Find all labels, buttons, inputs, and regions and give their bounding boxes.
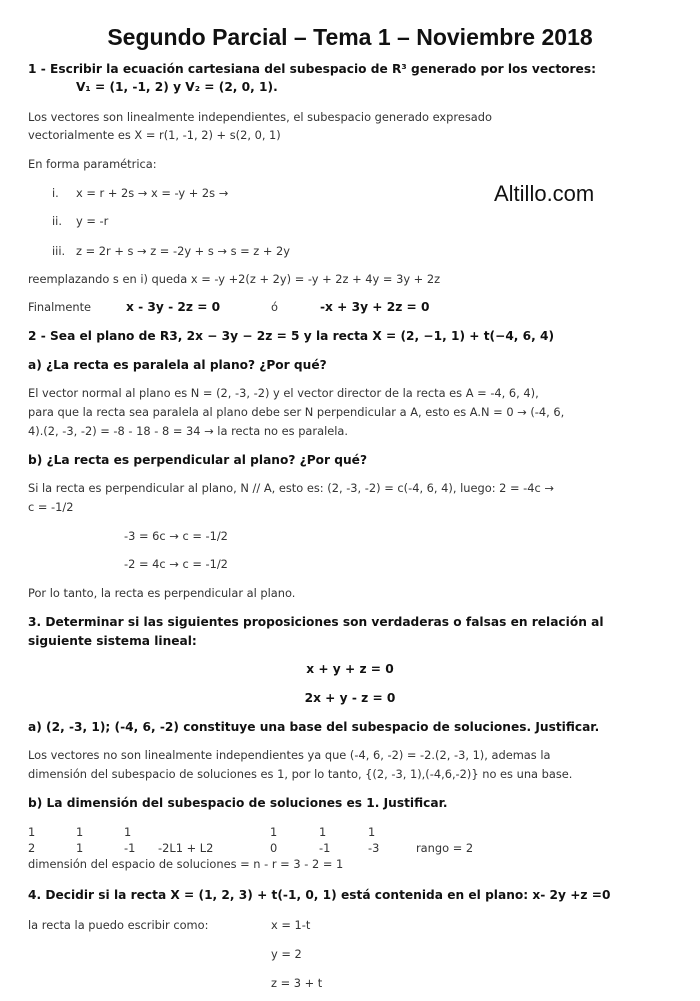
q1-final-label: Finalmente (28, 300, 92, 314)
matrix1-cell: 2 (28, 841, 36, 855)
q1-item-i-text: x = r + 2s → x = -y + 2s → (76, 186, 229, 200)
rank-text: rango = 2 (416, 841, 474, 855)
q3-a-line-1: Los vectores no son linealmente independientes ya que (-4, 6, -2) = -2.(2, -3, 1), ademas la (28, 748, 551, 762)
matrix1-cell: -1 (124, 841, 136, 855)
matrix1-cell: 1 (124, 825, 132, 839)
matrix2-cell: -1 (319, 841, 331, 855)
q4-y-equation: y = 2 (271, 947, 302, 961)
q2-b-line-3: -3 = 6c → c = -1/2 (124, 529, 228, 543)
q4-z-equation: z = 3 + t (271, 976, 323, 990)
q1-paragraph-2: vectorialmente es X = r(1, -1, 2) + s(2, 0, 1) (28, 128, 281, 142)
q1-paragraph-3: En forma paramétrica: (28, 157, 157, 171)
q1-final-eq1: x - 3y - 2z = 0 (126, 300, 221, 314)
page-title: Segundo Parcial – Tema 1 – Noviembre 2018 (107, 24, 593, 50)
q1-heading: 1 - Escribir la ecuación cartesiana del subespacio de R³ generado por los vectores: (28, 62, 596, 76)
watermark-text: Altillo.com (494, 181, 595, 206)
q3-heading-2: siguiente sistema lineal: (28, 634, 197, 648)
q1-final-eq2: -x + 3y + 2z = 0 (320, 300, 430, 314)
q2-b-heading: b) ¿La recta es perpendicular al plano? ¿Por qué? (28, 453, 368, 467)
q2-a-heading: a) ¿La recta es paralela al plano? ¿Por qué? (28, 358, 327, 372)
q3-equation-2: 2x + y - z = 0 (304, 691, 396, 705)
q3-dimension: dimensión del espacio de soluciones = n - r = 3 - 2 = 1 (28, 857, 344, 871)
q2-a-line-1: El vector normal al plano es N = (2, -3, -2) y el vector director de la recta es A = -4, 6, 4), (28, 386, 539, 400)
q2-a-line-3: 4).(2, -3, -2) = -8 - 18 - 8 = 34 → la recta no es paralela. (28, 424, 349, 438)
q1-vectors: V₁ = (1, -1, 2) y V₂ = (2, 0, 1). (76, 80, 278, 94)
q3-heading-1: 3. Determinar si las siguientes proposiciones son verdaderas o falsas en relación al (28, 615, 604, 629)
q1-item-i-label: i. (52, 186, 59, 200)
matrix2-cell: -3 (368, 841, 380, 855)
q3-a-heading: a) (2, -3, 1); (-4, 6, -2) constituye una base del subespacio de soluciones. Justificar. (28, 720, 600, 734)
matrix2-cell: 1 (270, 825, 278, 839)
q4-paragraph-1: la recta la puedo escribir como: (28, 918, 209, 932)
q1-final-or: ó (271, 300, 278, 314)
matrix1-cell: 1 (76, 825, 84, 839)
matrix2-cell: 1 (368, 825, 376, 839)
row-operation: -2L1 + L2 (158, 841, 214, 855)
q2-b-line-4: -2 = 4c → c = -1/2 (124, 557, 228, 571)
q2-a-line-2: para que la recta sea paralela al plano debe ser N perpendicular a A, esto es A.N = 0 → (-4, 6, (28, 405, 565, 419)
q4-x-equation: x = 1-t (271, 918, 311, 932)
q1-item-iii-label: iii. (52, 244, 66, 258)
q3-a-line-2: dimensión del subespacio de soluciones es 1, por lo tanto, {(2, -3, 1),(-4,6,-2)} no es una base. (28, 767, 573, 781)
q2-b-line-1: Si la recta es perpendicular al plano, N // A, esto es: (2, -3, -2) = c(-4, 6, 4), luego: 2 = -4c → (28, 481, 554, 495)
q3-equation-1: x + y + z = 0 (306, 662, 394, 676)
matrix2-cell: 1 (319, 825, 327, 839)
q1-paragraph-1: Los vectores son linealmente independientes, el subespacio generado expresado (28, 110, 492, 124)
q2-heading: 2 - Sea el plano de R3, 2x − 3y − 2z = 5 y la recta X = (2, −1, 1) + t(−4, 6, 4) (28, 329, 555, 343)
matrix1-cell: 1 (76, 841, 84, 855)
q2-b-line-2: c = -1/2 (28, 500, 74, 514)
matrix1-cell: 1 (28, 825, 36, 839)
q1-item-iii-text: z = 2r + s → z = -2y + s → s = z + 2y (76, 244, 291, 258)
q4-heading: 4. Decidir si la recta X = (1, 2, 3) + t(-1, 0, 1) está contenida en el plano: x- 2y +z =0 (28, 888, 611, 902)
q3-b-heading: b) La dimensión del subespacio de soluciones es 1. Justificar. (28, 796, 448, 810)
q1-item-ii-label: ii. (52, 214, 62, 228)
q1-item-ii-text: y = -r (76, 214, 109, 228)
q2-b-line-5: Por lo tanto, la recta es perpendicular al plano. (28, 586, 296, 600)
matrix2-cell: 0 (270, 841, 278, 855)
q1-paragraph-4: reemplazando s en i) queda x = -y +2(z + 2y) = -y + 2z + 4y = 3y + 2z (28, 272, 441, 286)
